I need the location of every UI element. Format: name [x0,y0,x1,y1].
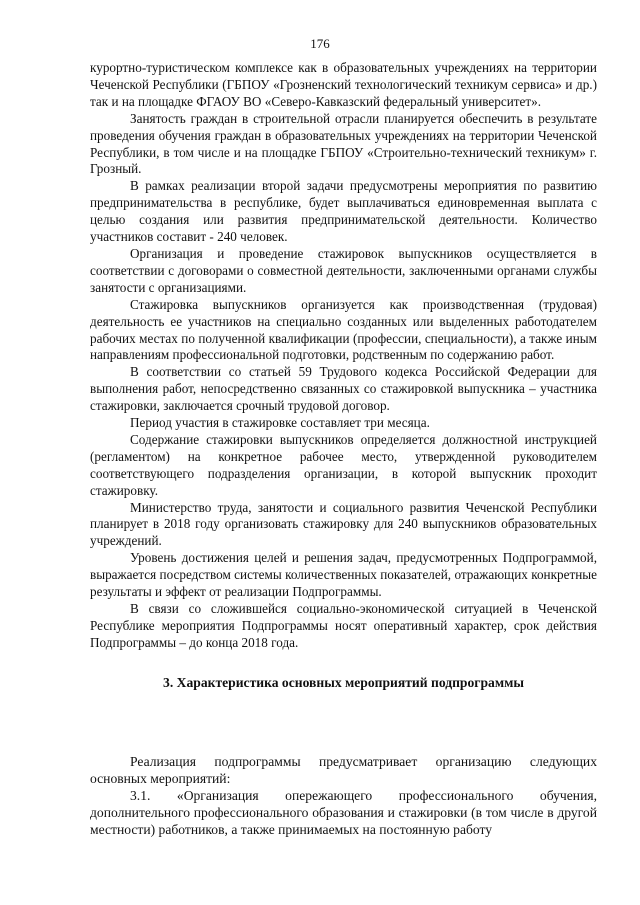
page-number: 176 [310,36,330,51]
paragraph: Уровень достижения целей и решения задач, предусмотренных Подпрограммой, выражается посредством системы количественных показателей, отражающих конкретные результаты и эффект от реализации Подпрограммы. [90,550,597,600]
paragraph: В связи со сложившейся социально-экономической ситуацией в Чеченской Республике мероприятия Подпрограммы носят оперативный характер, срок действия Подпрограммы – до конца 2018 года. [90,601,597,650]
paragraph: Организация и проведение стажировок выпускников осуществляется в соответствии с договорами о совместной деятельности, заключенными органами службы занятости с организациями. [90,245,597,295]
body-text [90,60,597,711]
paragraph: В соответствии со статьей 59 Трудового кодекса Российской Федерации для выполнения работ, непосредственно связанных со стажировкой выпускника – участника стажировки, заключается срочный трудовой договор. [90,364,597,414]
paragraph: курортно-туристическом комплексе как в образовательных учреждениях на территории Чеченской Республики (ГБПОУ «Грозненский технологический техникум сервиса» и др.) так и на площадке ФГАОУ ВО «Северо-Кавказский федеральный университет». [90,60,597,109]
paragraph: Министерство труда, занятости и социального развития Чеченской Республики планирует в 2018 году организовать стажировку для 240 выпускников образовательных учреждений. [90,499,597,549]
paragraph: 3.1. «Организация опережающего профессионального обучения, дополнительного профессионального образования и стажировки (в том числе в другой местности) работников, а также принимаемых на постоянную работу [90,788,597,837]
paragraph: В рамках реализации второй задачи предусмотрены мероприятия по развитию предпринимательства в республике, будет выплачиваться единовременная выплата с целью создания или развития предпринимательской деятельности. Количество участников составит - 240 человек. [90,178,597,245]
paragraph: Содержание стажировки выпускников определяется должностной инструкцией (регламентом) на конкретное рабочее место, утвержденной руководителем соответствующего подразделения организации, в которой выпускник проходит стажировку. [90,431,597,498]
section-heading: 3. Характеристика основных мероприятий подпрограммы [163,674,524,690]
paragraph: Занятость граждан в строительной отрасли планируется обеспечить в результате проведения обучения граждан в образовательных учреждениях на территории Чеченской Республики, в том числе и на площадке ГБПОУ «Строительно-технический техникум» г. Грозный. [90,110,597,177]
paragraph: Стажировка выпускников организуется как производственная (трудовая) деятельность ее участников на специально созданных или выделенных работодателем рабочих местах по полученной квалификации (профессии, специальности), а также иным направлениям профессиональной подготовки, родственным по содержанию работ. [90,296,597,363]
paragraph: Реализация подпрограммы предусматривает организацию следующих основных мероприятий: [90,754,597,786]
paragraph: Период участия в стажировке составляет три месяца. [130,415,430,431]
section-body [90,753,597,838]
